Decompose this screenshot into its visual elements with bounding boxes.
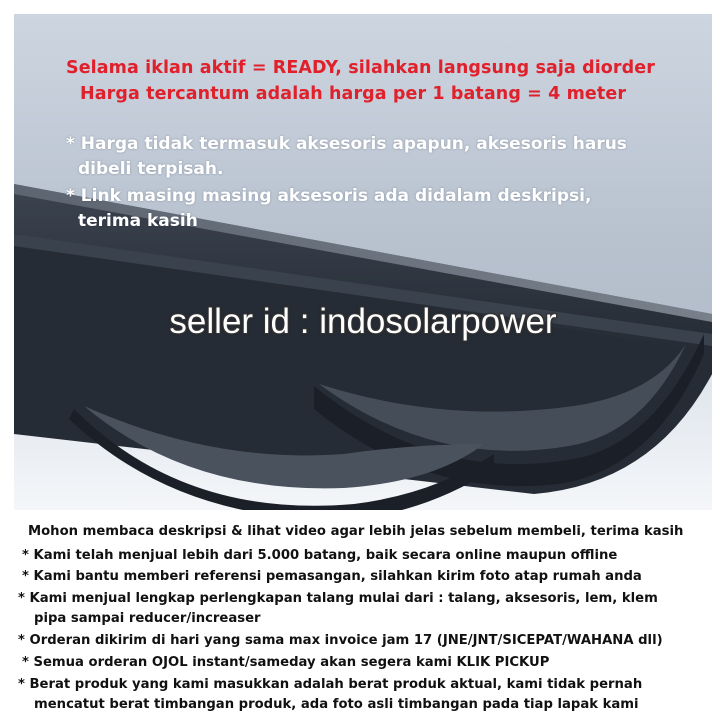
description-line: mencatut berat timbangan produk, ada foto asli timbangan pada tiap lapak kami — [34, 697, 639, 712]
description-heading: Mohon membaca deskripsi & lihat video agar lebih jelas sebelum membeli, terima kasih — [28, 524, 684, 539]
link-note-1: * Link masing masing aksesoris ada didalam deskripsi, — [66, 186, 592, 206]
accessories-note-2: dibeli terpisah. — [78, 159, 224, 179]
description-line: * Semua orderan OJOL instant/sameday akan segera kami KLIK PICKUP — [22, 655, 550, 670]
availability-notice: Selama iklan aktif = READY, silahkan langsung saja diorder — [66, 58, 655, 78]
description-line: pipa sampai reducer/increaser — [34, 611, 261, 626]
description-line: * Kami menjual lengkap perlengkapan talang mulai dari : talang, aksesoris, lem, klem — [18, 591, 658, 606]
description-line: * Kami telah menjual lebih dari 5.000 batang, baik secara online maupun offline — [22, 548, 618, 563]
description-line: * Orderan dikirim di hari yang sama max invoice jam 17 (JNE/JNT/SICEPAT/WAHANA dll) — [18, 633, 663, 648]
link-note-2: terima kasih — [78, 211, 198, 231]
description-line: * Kami bantu memberi referensi pemasangan, silahkan kirim foto atap rumah anda — [22, 569, 642, 584]
seller-id: seller id : indosolarpower — [169, 302, 557, 341]
accessories-note-1: * Harga tidak termasuk aksesoris apapun, aksesoris harus — [66, 134, 627, 154]
price-notice: Harga tercantum adalah harga per 1 batang = 4 meter — [80, 84, 627, 104]
description-line: * Berat produk yang kami masukkan adalah berat produk aktual, kami tidak pernah — [18, 677, 643, 692]
product-photo — [14, 14, 712, 510]
